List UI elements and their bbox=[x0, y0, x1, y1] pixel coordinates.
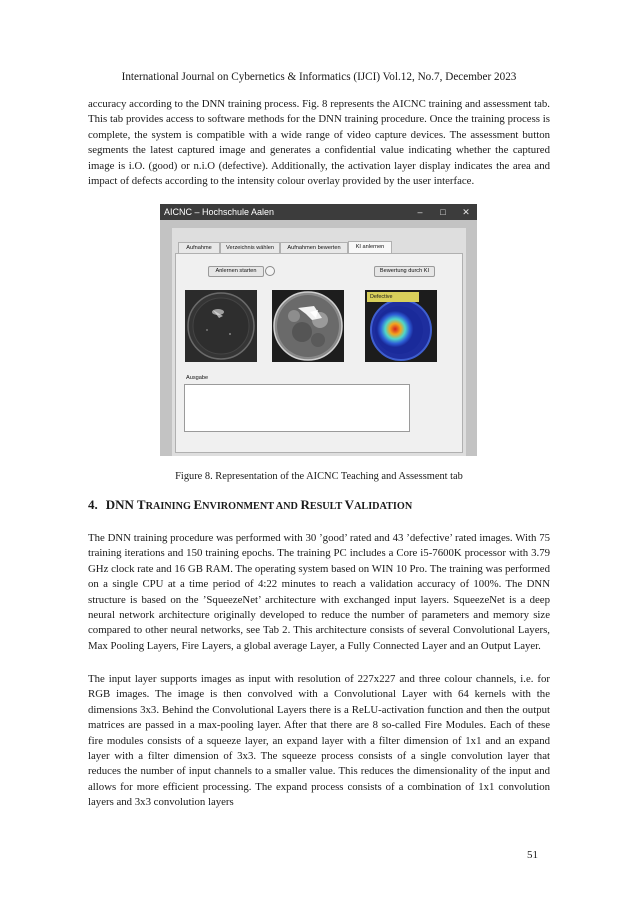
ki-anlernen-panel bbox=[175, 253, 463, 453]
segmented-image bbox=[272, 290, 344, 362]
paragraph-training: The DNN training procedure was performed with 30 ’good’ rated and 43 ’defective’ rated images. With 75 training iterations and 150 training epochs. The training PC includes a Core i5-7600K processor with 3.79 GHz clock rate and 16 GB RAM. The operating system based on WIN 10 Pro. The training was performed on a single CPU at a time period of 4:22 minutes to reach a validation accuracy of 100%. The DNN structure is based on the ’SqueezeNet’ architecture with exchanged input layers. SqueezeNet is a deep neural network architecture originally developed to reduce the number of parameters and memory size compared to other neural networks, see Tab 2. This architecture consists of several Convolutional Layers, Max Pooling Layers, Fire Layers, a global average Layer, a Fully Connected Layer and an Output Layer. bbox=[88, 532, 550, 652]
maximize-icon[interactable]: □ bbox=[440, 207, 446, 217]
output-label: Ausgabe bbox=[186, 375, 209, 381]
tab-aufnahme[interactable]: Aufnahme bbox=[178, 242, 220, 253]
section-number: 4. bbox=[88, 497, 98, 512]
title-part: ESULT bbox=[309, 501, 345, 512]
window-client-area bbox=[172, 228, 466, 456]
figure-caption: Figure 8. Representation of the AICNC Teaching and Assessment tab bbox=[175, 471, 463, 482]
tab-aufnahmen-bewerten[interactable]: Aufnahmen bewerten bbox=[280, 242, 348, 253]
minimize-icon[interactable]: – bbox=[417, 207, 423, 217]
window-title: AICNC – Hochschule Aalen bbox=[164, 207, 275, 217]
journal-header: International Journal on Cybernetics & Informatics (IJCI) Vol.12, No.7, December 2023 bbox=[121, 71, 517, 83]
tab-ki-anlernen[interactable]: KI anlernen bbox=[348, 241, 392, 253]
window-titlebar bbox=[160, 204, 477, 220]
title-part: ALIDATION bbox=[354, 501, 413, 512]
captured-image bbox=[185, 290, 257, 362]
assess-by-ai-button[interactable]: Bewertung durch KI bbox=[374, 266, 435, 277]
result-badge: Defective bbox=[367, 292, 419, 302]
section-heading bbox=[88, 497, 412, 515]
title-part: E bbox=[193, 497, 203, 512]
title-part: V bbox=[344, 497, 355, 512]
title-part: RAINING bbox=[145, 501, 194, 512]
activation-heatmap-image bbox=[365, 290, 437, 362]
paragraph-input-layer: The input layer supports images as input with resolution of 227x227 and three colour channels, i.e. for RGB images. The image is then convolved with a Convolutional Layer with 64 kernels with the dimensions 3x3. Behind the Convolutional Layers there is a ReLU-activation function and then the output matrices are passed in a max-pooling layer. After that there are 8 so-called Fire Modules. Each of these fire modules consists of a squeeze layer, an expand layer with a filter dimension of 1x1 and an expand layer with a filter dimension of 3x3. The squeeze process consists of a single convolution layer that reduces the number of input channels to a smaller value. This reduces the dimensionality of the input and allows for more efficient processing. The expand process consists of a combination of 1x1 convolution layers and 3x3 convolution layers bbox=[88, 673, 550, 809]
title-part: NVIRONMENT AND bbox=[202, 501, 301, 512]
title-part: DNN T bbox=[105, 497, 146, 512]
tab-verzeichnis-waehlen[interactable]: Verzeichnis wählen bbox=[220, 242, 280, 253]
title-part: R bbox=[300, 497, 310, 512]
start-training-button[interactable]: Anlernen starten bbox=[208, 266, 264, 277]
status-radio[interactable] bbox=[265, 266, 275, 276]
figure-app-window bbox=[160, 204, 477, 456]
page-number: 51 bbox=[527, 849, 538, 861]
paragraph-intro: accuracy according to the DNN training process. Fig. 8 represents the AICNC training and assessment tab. This tab provides access to software methods for the DNN training procedure. Once the training process is complete, the system is compatible with a wide range of video capture devices. The assessment button segments the latest captured image and generates a confidential value indicating whether the captured image is i.O. (good) or n.i.O (defective). Additionally, the activation layer display indicates the area and impact of defects according to the intensity colour overlay provided by the user interface. bbox=[88, 98, 550, 188]
section-title bbox=[106, 497, 412, 512]
output-textarea[interactable] bbox=[184, 384, 410, 432]
close-icon[interactable]: ✕ bbox=[462, 207, 470, 217]
